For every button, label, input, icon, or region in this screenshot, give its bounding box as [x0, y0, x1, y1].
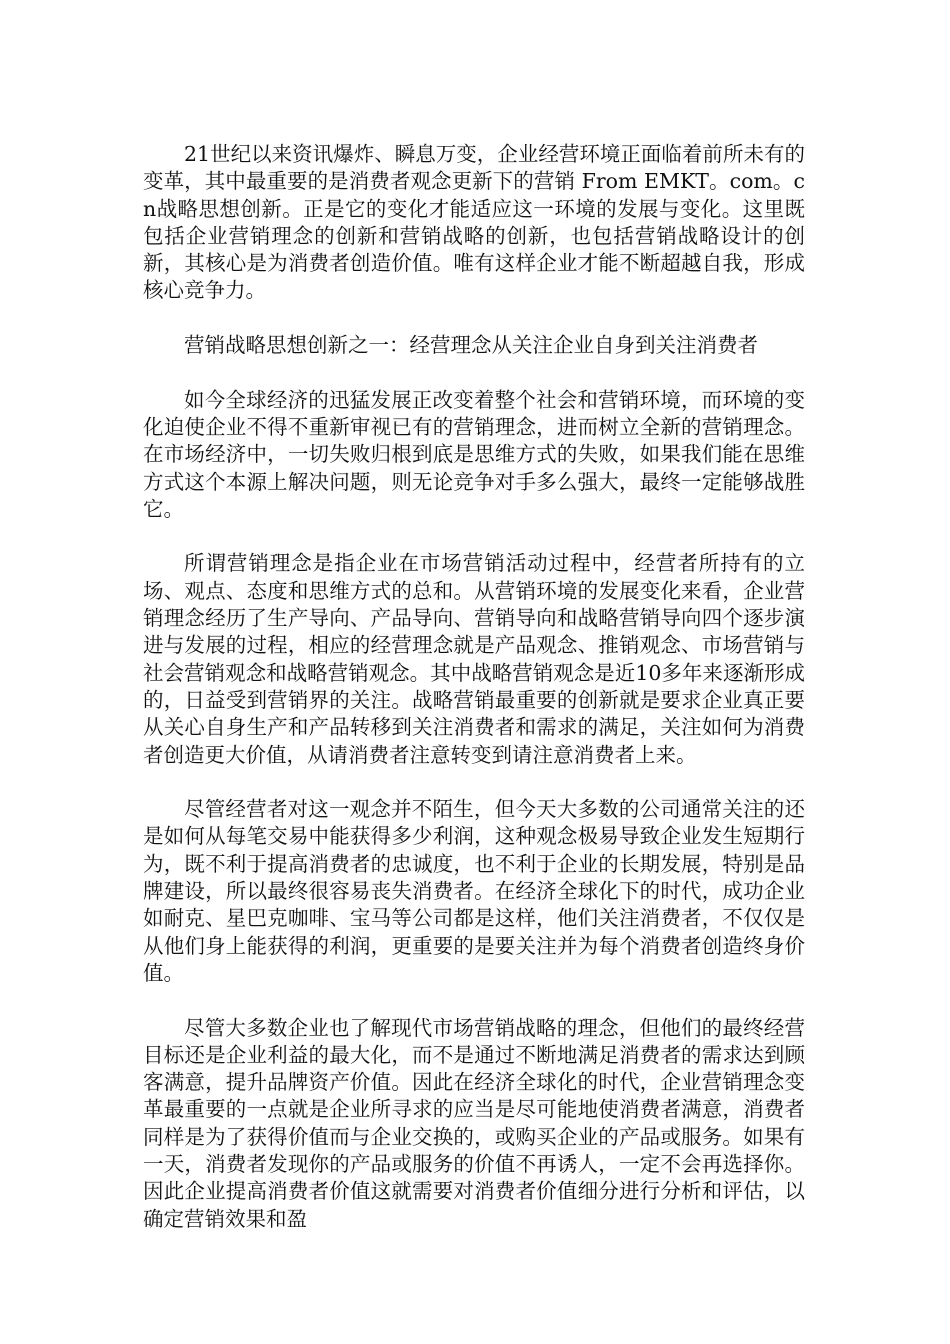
document-body	[143, 141, 805, 1260]
section-heading: 营销战略思想创新之一：经营理念从关注企业自身到关注消费者	[184, 333, 758, 358]
paragraph: 所谓营销理念是指企业在市场营销活动过程中，经营者所持有的立场、观点、态度和思维方式的总和。从营销环境的发展变化来看，企业营销理念经历了生产导向、产品导向、营销导向和战略营销导向四个逐步演进与发展的过程，相应的经营理念就是产品观念、推销观念、市场营销与社会营销观念和战略营销观念。其中战略营销观念是近10多年来逐渐形成的，日益受到营销界的关注。战略营销最重要的创新就是要求企业真正要从关心自身生产和产品转移到关注消费者和需求的满足，关注如何为消费者创造更大价值，从请消费者注意转变到请注意消费者上来。	[143, 551, 805, 767]
paragraph: 尽管大多数企业也了解现代市场营销战略的理念，但他们的最终经营目标还是企业利益的最大化，而不是通过不断地满足消费者的需求达到顾客满意，提升品牌资产价值。因此在经济全球化的时代，企业营销理念变革最重要的一点就是企业所寻求的应当是尽可能地使消费者满意，消费者同样是为了获得价值而与企业交换的，或购买企业的产品或服务。如果有一天，消费者发现你的产品或服务的价值不再诱人，一定不会再选择你。因此企业提高消费者价值这就需要对消费者价值细分进行分析和评估，以确定营销效果和盈	[143, 1015, 805, 1231]
paragraph-intro: 21世纪以来资讯爆炸、瞬息万变，企业经营环境正面临着前所未有的变革，其中最重要的是消费者观念更新下的营销 From EMKT。com。cn战略思想创新。正是它的变化才能适应这一环境的发展与变化。这里既包括企业营销理念的创新和营销战略的创新，也包括营销战略设计的创新，其核心是为消费者创造价值。唯有这样企业才能不断超越自我，形成核心竞争力。	[143, 142, 805, 303]
paragraph: 尽管经营者对这一观念并不陌生，但今天大多数的公司通常关注的还是如何从每笔交易中能获得多少利润，这种观念极易导致企业发生短期行为，既不利于提高消费者的忠诚度，也不利于企业的长期发展，特别是品牌建设，所以最终很容易丧失消费者。在经济全球化下的时代，成功企业如耐克、星巴克咖啡、宝马等公司都是这样，他们关注消费者，不仅仅是从他们身上能获得的利润，更重要的是要关注并为每个消费者创造终身价值。	[143, 797, 805, 985]
paragraph: 如今全球经济的迅猛发展正改变着整个社会和营销环境，而环境的变化迫使企业不得不重新审视已有的营销理念，进而树立全新的营销理念。在市场经济中，一切失败归根到底是思维方式的失败，如果我们能在思维方式这个本源上解决问题，则无论竞争对手多么强大，最终一定能够战胜它。	[143, 387, 805, 521]
